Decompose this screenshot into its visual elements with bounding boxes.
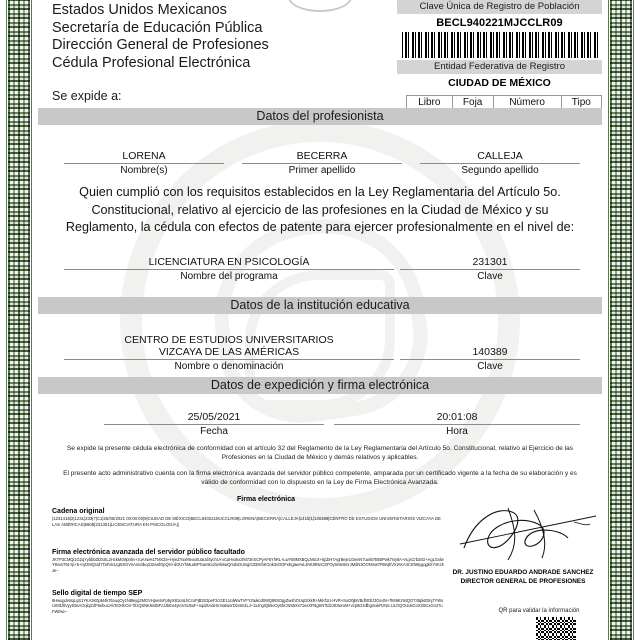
issue-date-label: Fecha [200, 426, 228, 437]
section-header-issuance: Datos de expedición y firma electrónica [38, 377, 602, 394]
qr-label: QR para validar la información [498, 608, 580, 614]
institution-code-value: 140389 [472, 346, 508, 358]
paternal-surname-label: Primer apellido [288, 165, 356, 176]
advanced-signature-value: JKTP3CMQi1G2qYybbbDlZsSL2HckMcMpnhv+zuA4wH1TMXZe+HyeZYoxMexx0UaUd4ychU+xCaHvokxzfM73nSCPyAF5YhRL+LwYtI8MXBQLN6cX+6j1bH7AgrBeje1OeeiN7uwi57B5IIPwk7niy8A+nLjsCrb2nD+AgLGslwY8vxsT91Yp+5+cyDMQ1Id7TaFxlcLIgNSGVnAmdJkq3J2vwfOpQH+dOUYhMudnPGan9cUbiAk5wQmdvDUIvgrCEBVbKGnk3vOOFxEgawAvLEWJ8NnCSFOySMe0mrJMdN3OONmw7RWqhVXIAKA4CKNBygqgkXYsKzkJe-- [52, 557, 444, 573]
decorative-border-left [8, 0, 30, 640]
entity-label: Entidad Federativa de Registro [397, 60, 602, 74]
maternal-surname-label: Segundo apellido [461, 165, 539, 176]
program-code-label: Clave [477, 271, 503, 282]
curp-barcode [402, 32, 598, 58]
col-header-libro: Libro [407, 96, 453, 110]
institution-name-label: Nombre o denominación [174, 361, 284, 372]
field-institution-name [64, 334, 394, 373]
director-name: DR. JUSTINO EDUARDO ANDRADE SANCHEZ [452, 569, 594, 576]
digital-timestamp-value: 6HwogdA8qLqS1YKA3K0pM4k76nuqOy1NI8eyg2MGVHpw4vFp5yX81raILhCcxPjB3S3peF2cGE1UoiWwTVFYztwkcd0WQ99zt0gyZw4hOUqGiXkR+MiKf1U-HVR+SuO0jBVBdh03lJ3Ge4N+7lI69Kz94QGT45pkE0nj7YWoUrM1f0VyyS5sAOqlq31fF6ebuUAVSOHbO4-7lIzQSNK9ird5FzJJbEo4ytoV4U5uF+nqdJtAdeXnVatworD2vIm4LJ+1xJngIQk6oOy6hCWs5Xs71exXFNgSN7ld2JS3wruM+vzp6OzdlbgmxkRzNS.ULOQOUukGoXX5tcxGn27uFW0se-- [52, 598, 444, 614]
legal-paragraph-1: Se expide la presente cédula electrónica de conformidad con el artículo 32 del Reglamento de la Ley Reglamentaria del Artículo 5o. Constitucional, relativo al Ejercicio de las Profesiones en la Ciudad de México y demás relativos y aplicables. [66, 445, 574, 461]
registry-header-block [397, 0, 602, 124]
institution-name-line-2: VIZCAYA DE LAS AMÉRICAS [158, 346, 300, 358]
institution-name-line-1: CENTRO DE ESTUDIOS UNIVERSITARIOS [124, 334, 334, 346]
program-name-value: LICENCIATURA EN PSICOLOGÍA [148, 256, 310, 268]
field-paternal-surname [242, 150, 402, 177]
institution-code-label: Clave [477, 361, 503, 372]
digital-timestamp-title: Sello digital de tiempo SEP [52, 590, 143, 597]
header-line-country: Estados Unidos Mexicanos [52, 2, 227, 18]
entity-value: CIUDAD DE MÉXICO [448, 77, 551, 89]
program-code-value: 231301 [472, 256, 508, 268]
section-header-institution: Datos de la institución educativa [38, 297, 602, 314]
legal-paragraph-2: El presente acto administrativo cuenta con la firma electrónica avanzada del servidor público competente, amparada por un certificado vigente a la fecha de su elaboración y es válido de conformidad con lo dispuesto en la Ley de Firma Electrónica Avanzada. [63, 470, 577, 486]
border-rule-right-outer [633, 0, 634, 640]
curp-value: BECL940221MJCCLR09 [436, 17, 563, 29]
cadena-original-value: |1231418|2|1231|233|7|C1|25/05/2021 00:00:00|9|CIUDAD DE MÉXICO|BECL940221MJCCLR09|LORENA|BECERRA|CALLEJA|1415|1|140389|CENTRO DE ESTUDIOS UNIVERSITARIOS VIZCAYA DE LAS AMÉRICAS|6609|231301|LICENCIATURA EN PSICOLOGÍA|| [52, 516, 441, 527]
issue-date-value: 25/05/2021 [187, 411, 241, 423]
header-line-directorate: Dirección General de Profesiones [52, 37, 269, 53]
decorative-border-right [610, 0, 632, 640]
border-rule-left-inner [31, 0, 32, 640]
legal-statement: Quien cumplió con los requisitos establecidos en la Ley Reglamentaria del Artículo 5o. Constitucional, relativo al ejercicio de las profesiones en la Ciudad de México y su Reglamento, la cédula con efectos de patente para ejercer profesionalmente en el nivel de: [65, 185, 575, 234]
field-program-name [64, 256, 394, 283]
field-issue-date [104, 411, 324, 438]
border-rule-left-outer [6, 0, 7, 640]
paternal-surname-value: BECERRA [296, 150, 348, 162]
director-title: DIRECTOR GENERAL DE PROFESIONES [460, 577, 586, 585]
first-name-label: Nombre(s) [120, 165, 168, 176]
field-first-name [64, 150, 224, 177]
issued-to-label: Se expide a: [52, 89, 122, 103]
col-header-tipo: Tipo [561, 96, 601, 110]
first-name-value: LORENA [122, 150, 166, 162]
border-rule-right-inner [608, 0, 609, 640]
issue-time-label: Hora [446, 426, 468, 437]
section-header-professional: Datos del profesionista [38, 108, 602, 125]
header-line-ministry: Secretaría de Educación Pública [52, 19, 263, 36]
issue-time-value: 20:01:08 [436, 411, 478, 423]
field-institution-code [400, 346, 580, 373]
col-header-numero: Número [493, 96, 561, 110]
document-header [52, 2, 412, 72]
program-name-label: Nombre del programa [180, 271, 278, 282]
col-header-foja: Foja [452, 96, 493, 110]
advanced-signature-title: Firma electrónica avanzada del servidor público facultado [52, 549, 245, 556]
maternal-surname-value: CALLEJA [477, 150, 523, 162]
cadena-original-title: Cadena original [52, 508, 105, 515]
field-program-code [400, 256, 580, 283]
field-issue-time [334, 411, 580, 438]
electronic-signature-heading: Firma electrónica [237, 496, 295, 503]
field-maternal-surname [420, 150, 580, 177]
header-line-doc-type: Cédula Profesional Electrónica [52, 54, 251, 71]
curp-label: Clave Única de Registro de Población [397, 0, 602, 14]
